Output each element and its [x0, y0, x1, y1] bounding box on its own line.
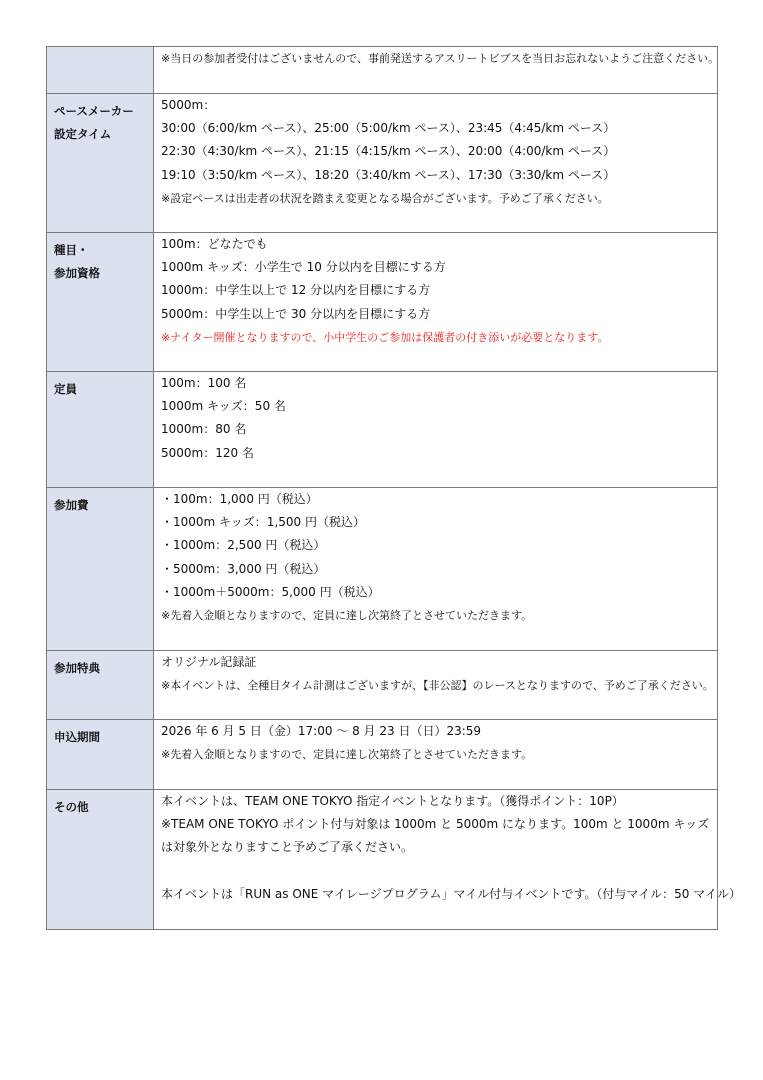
label-text: 参加特典 [54, 661, 100, 675]
label-text: ペースメーカー [54, 104, 134, 118]
value-text: オリジナル記録証 [161, 655, 257, 669]
label-cell-pacemaker [47, 94, 154, 233]
value-text: ※TEAM ONE TOKYO ポイント付与対象は 1000m と 5000m になります。100m と 1000m キッズは対象外となりますこと予めご了承ください。 [161, 817, 710, 855]
note-text: ※先着入金順となりますので、定員に達し次第終了とさせていただきます。 [161, 609, 533, 623]
label-text: 参加資格 [54, 266, 100, 280]
label-text: 種目・ [54, 243, 89, 257]
label-cell-events [47, 233, 154, 372]
value-text: 本イベントは、TEAM ONE TOKYO 指定イベントとなります。（獲得ポイント：10P） [161, 794, 624, 808]
label-cell-perks [47, 651, 154, 720]
value-text: 5000m：中学生以上で 30 分以内を目標にする方 [161, 306, 431, 321]
value-text: 5000m： [161, 98, 216, 112]
label-text: 定員 [54, 382, 77, 396]
value-text: ・100m：1,000 円（税込） [161, 492, 318, 506]
value-text: ・1000m キッズ：1,500 円（税込） [161, 515, 365, 530]
value-text: 1000m キッズ：50 名 [161, 399, 286, 414]
value-cell-period [154, 720, 718, 790]
value-text: 22:30（4:30/km ペース）、21:15（4:15/km ペース）、20:00（4:00/km ペース） [161, 144, 616, 159]
row-period [47, 720, 718, 790]
value-cell-other [154, 790, 741, 930]
value-cell-fee [154, 488, 718, 651]
value-cell-capacity [154, 372, 718, 488]
value-cell-pacemaker [154, 94, 718, 233]
value-text: 1000m：中学生以上で 12 分以内を目標にする方 [161, 283, 431, 298]
row-notice [47, 47, 718, 94]
value-cell-events [154, 233, 718, 372]
label-cell-period [47, 720, 154, 790]
value-text: 30:00（6:00/km ペース）、25:00（5:00/km ペース）、23:45（4:45/km ペース） [161, 121, 616, 136]
label-cell-notice [47, 47, 154, 94]
value-text: 2026 年 6 月 5 日（金）17:00 ～ 8 月 23 日（日）23:59 [161, 724, 482, 738]
value-text: ・1000m＋5000m：5,000 円（税込） [161, 584, 380, 599]
value-cell-notice [154, 47, 718, 94]
event-info-table [46, 46, 741, 930]
label-text: その他 [54, 800, 89, 814]
label-cell-other [47, 790, 154, 930]
note-text: ※ナイター開催となりますので、小中学生のご参加は保護者の付き添いが必要となります。 [161, 330, 609, 344]
label-text: 設定タイム [54, 127, 112, 141]
value-text [161, 860, 711, 883]
row-events [47, 233, 718, 372]
row-pacemaker [47, 94, 718, 233]
value-text: 100m：100 名 [161, 376, 247, 390]
value-text: ・1000m：2,500 円（税込） [161, 538, 326, 553]
value-text: 19:10（3:50/km ペース）、18:20（3:40/km ペース）、17:30（3:30/km ペース） [161, 167, 616, 182]
row-fee [47, 488, 718, 651]
label-cell-fee [47, 488, 154, 651]
row-capacity [47, 372, 718, 488]
note-text: ※設定ペースは出走者の状況を踏まえ変更となる場合がございます。予めご了承ください。 [161, 191, 609, 205]
value-text: 100m：どなたでも [161, 237, 268, 251]
value-text: 本イベントは「RUN as ONE マイレージプログラム」マイル付与イベントです。（付与マイル：50 マイル） [161, 886, 741, 901]
label-text: 参加費 [54, 498, 89, 512]
note-text: ※先着入金順となりますので、定員に達し次第終了とさせていただきます。 [161, 748, 533, 762]
note-text: ※本イベントは、全種目タイム計測はございますが、【非公認】のレースとなりますので、予めご了承ください。 [161, 679, 714, 693]
value-text: 1000m：80 名 [161, 422, 247, 437]
label-cell-capacity [47, 372, 154, 488]
value-text: 5000m：120 名 [161, 445, 254, 460]
note-text: ※当日の参加者受付はございませんので、事前発送するアスリートビブスを当日お忘れないようご注意ください。 [161, 52, 720, 65]
event-info-rows [47, 47, 741, 930]
value-cell-perks [154, 651, 718, 720]
value-text: ・5000m：3,000 円（税込） [161, 561, 326, 576]
row-perks [47, 651, 718, 720]
value-text: 1000m キッズ：小学生で 10 分以内を目標にする方 [161, 260, 446, 275]
row-other [47, 790, 718, 930]
label-text: 申込期間 [54, 730, 100, 744]
